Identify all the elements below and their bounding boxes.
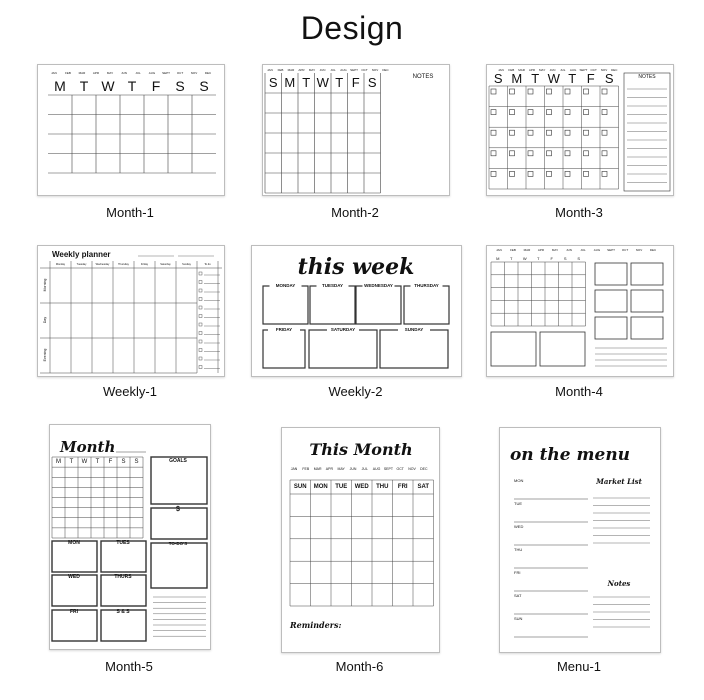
weekday-letter: M (511, 71, 523, 86)
this-week-title: this week (297, 254, 415, 280)
month-abbr: FEB (65, 71, 71, 75)
checkbox (565, 110, 570, 115)
month-title: Month (60, 438, 116, 456)
checkbox (199, 357, 202, 360)
month-abbr: AUG (148, 71, 156, 75)
weekday-letter: M (56, 459, 61, 465)
month-abbr: APR (528, 68, 535, 72)
month-abbr: APR (92, 71, 100, 75)
checkbox (528, 89, 533, 94)
month-abbr: NOV (190, 71, 198, 75)
checkbox (510, 151, 515, 156)
planner-drawing (282, 428, 439, 652)
card-month-3[interactable] (486, 64, 674, 196)
box (540, 332, 585, 366)
day-label: TUES (116, 540, 130, 546)
checkbox (491, 130, 496, 135)
month-abbr: APR (325, 467, 334, 471)
card-menu-1[interactable] (499, 427, 661, 653)
weekday-letter: W (81, 459, 88, 465)
weekly-row-label: Morning (43, 278, 47, 292)
checkbox (491, 89, 496, 94)
month-abbr: JUN (319, 68, 326, 72)
caption-menu-1: Menu-1 (556, 659, 602, 674)
weekly-row-label: Evening (43, 348, 47, 362)
box (491, 332, 536, 366)
month-abbr: AUG (569, 68, 577, 72)
weekday-letter: T (302, 75, 311, 90)
planner-drawing (500, 428, 660, 652)
day-box (404, 286, 449, 324)
month-abbr: MAY (337, 467, 345, 471)
weekday-letter: S (199, 78, 209, 94)
checkbox (565, 130, 570, 135)
month-abbr: MAR (518, 68, 525, 72)
weekday-letter: M (284, 75, 296, 90)
month-abbr: JUN (566, 248, 572, 252)
caption-month-5: Month-5 (105, 659, 153, 674)
checkbox (510, 110, 515, 115)
month-abbr: APR (537, 248, 545, 252)
checkbox (602, 130, 607, 135)
caption-weekly-2: Weekly-2 (328, 384, 383, 399)
month-abbr: JAN (498, 68, 504, 72)
weekday-letter: F (151, 78, 161, 94)
weekday-label: SUN (293, 484, 307, 490)
month-abbr: OCT (176, 71, 184, 75)
month-abbr: MAY (539, 68, 546, 72)
weekday-letter: F (586, 71, 595, 86)
weekday-label: TUE (335, 484, 348, 490)
weekday-letter: T (537, 256, 540, 261)
side-box (595, 317, 627, 339)
weekday-letter: S (604, 71, 614, 86)
month-abbr: JAN (496, 248, 502, 252)
month-abbr: SEPT (162, 71, 170, 75)
weekday-letter: F (351, 75, 360, 90)
menu-day-label: MON (514, 478, 524, 483)
menu-day-label: THU (514, 547, 523, 552)
weekly-column-label: Tuesday (76, 263, 87, 266)
day-label: THURSDAY (414, 283, 439, 288)
month-abbr: NOV (635, 248, 643, 252)
card-month-5[interactable] (49, 424, 211, 650)
checkbox (199, 349, 202, 352)
checkbox (528, 110, 533, 115)
weekday-letter: W (101, 78, 115, 94)
weekly-column-label: Friday (140, 263, 149, 266)
planner-drawing (487, 65, 673, 195)
checkbox (547, 89, 552, 94)
checkbox (602, 171, 607, 176)
month-abbr: OCT (590, 68, 597, 72)
weekday-letter: S (134, 459, 139, 465)
page-title: Design (300, 10, 404, 46)
menu-day-label: SAT (514, 593, 522, 598)
day-label: FRI (69, 609, 79, 615)
notes-label: Notes (607, 579, 631, 588)
month-abbr: SEPT (350, 68, 358, 72)
side-box (595, 290, 627, 312)
checkbox (565, 89, 570, 94)
month-abbr: JUL (330, 68, 336, 72)
todo-box (151, 543, 207, 588)
side-box (631, 263, 663, 285)
card-month-4[interactable] (486, 245, 674, 377)
weekday-letter: S (121, 459, 126, 465)
month-abbr: MAY (308, 68, 316, 72)
this-month-title: This Month (309, 440, 413, 459)
month-abbr: MAR (78, 71, 86, 75)
month-abbr: SEPT (579, 68, 588, 72)
checkbox (565, 171, 570, 176)
checkbox (547, 110, 552, 115)
weekday-letter: T (69, 459, 74, 465)
day-label: S & S (116, 609, 130, 615)
planner-drawing (263, 65, 449, 195)
checkbox (199, 289, 202, 292)
weekly-column-label: Thursday (118, 263, 129, 266)
checkbox (565, 151, 570, 156)
weekly-column-label: Sunday (182, 263, 191, 266)
month-abbr: JUL (560, 68, 566, 72)
checkbox (199, 366, 202, 369)
weekday-letter: S (268, 75, 278, 90)
weekday-letter: S (175, 78, 185, 94)
month-abbr: OCT (396, 467, 404, 471)
day-label: WED (68, 574, 80, 580)
weekday-label: THU (376, 484, 389, 490)
day-label: SUNDAY (404, 327, 424, 332)
notes-label: NOTES (638, 74, 656, 80)
month-abbr: FEB (508, 68, 515, 72)
month-abbr: SEPT (383, 467, 393, 471)
weekday-label: MON (313, 484, 328, 490)
day-label: TUESDAY (321, 283, 344, 288)
weekday-label: WED (354, 484, 369, 490)
todo-label: TO-DO'S (168, 541, 188, 546)
month-abbr: OCT (621, 248, 629, 252)
month-abbr: DEC (649, 248, 657, 252)
checkbox (491, 171, 496, 176)
caption-month-3: Month-3 (555, 205, 603, 220)
goals-box (151, 457, 207, 504)
planner-drawing (50, 425, 210, 649)
checkbox (491, 110, 496, 115)
weekday-letter: T (127, 78, 137, 94)
weekly-column-label: Wednesday (95, 263, 110, 266)
month-abbr: MAR (313, 467, 322, 471)
weekday-letter: F (550, 256, 553, 261)
caption-month-6: Month-6 (335, 659, 384, 674)
side-box (595, 263, 627, 285)
checkbox (510, 130, 515, 135)
weekday-letter: S (577, 256, 581, 261)
planner-drawing (38, 246, 224, 376)
month-abbr: JUN (121, 71, 127, 75)
card-weekly-2[interactable] (251, 245, 462, 377)
weekday-letter: S (563, 256, 567, 261)
checkbox (199, 323, 202, 326)
menu-day-label: TUE (514, 501, 522, 506)
checkbox (547, 130, 552, 135)
checkbox (199, 298, 202, 301)
weekday-label: FRI (397, 484, 408, 490)
menu-day-label: SUN (514, 616, 523, 621)
month-abbr: SEPT (607, 248, 615, 252)
checkbox (602, 151, 607, 156)
menu-day-label: FRI (514, 570, 521, 575)
weekday-letter: M (54, 78, 66, 94)
day-label: MONDAY (275, 283, 296, 288)
checkbox (199, 281, 202, 284)
weekday-letter: T (95, 459, 100, 465)
day-box (310, 286, 355, 324)
planner-drawing (38, 65, 224, 195)
planner-drawing (252, 246, 461, 376)
caption-weekly-1: Weekly-1 (103, 384, 157, 399)
month-abbr: APR (298, 68, 305, 72)
month-abbr: FEB (277, 68, 284, 72)
weekday-letter: W (547, 71, 560, 86)
checkbox (584, 89, 589, 94)
month-abbr: DEC (204, 71, 212, 75)
weekday-letter: T (79, 78, 89, 94)
checkbox (547, 171, 552, 176)
month-abbr: DEC (611, 68, 618, 72)
month-abbr: JUN (349, 467, 357, 471)
day-label: SATURDAY (330, 327, 356, 332)
caption-month-1: Month-1 (106, 205, 154, 220)
month-abbr: JUL (580, 248, 586, 252)
day-label: MON (68, 540, 80, 546)
day-label: FRIDAY (275, 327, 293, 332)
weekday-letter: T (568, 71, 577, 86)
month-abbr: MAY (106, 71, 114, 75)
month-abbr: JUL (135, 71, 141, 75)
weekly-row-label: Day (43, 316, 47, 324)
day-box (263, 286, 308, 324)
month-abbr: MAR (523, 248, 531, 252)
checkbox (602, 89, 607, 94)
weekday-letter: W (316, 75, 329, 90)
menu-day-label: WED (514, 524, 524, 529)
day-box (356, 286, 401, 324)
month-abbr: AUG (593, 248, 601, 252)
checkbox (528, 151, 533, 156)
card-month-6[interactable] (281, 427, 440, 653)
menu-title: on the menu (509, 445, 631, 465)
card-month-2[interactable] (262, 64, 450, 196)
month-abbr: JAN (51, 71, 57, 75)
month-abbr: JAN (267, 68, 273, 72)
checkbox (199, 306, 202, 309)
reminders-label: Reminders: (290, 620, 342, 630)
month-abbr: DEC (420, 467, 428, 471)
checkbox (528, 130, 533, 135)
month-abbr: MAR (287, 68, 295, 72)
month-abbr: NOV (408, 467, 416, 471)
weekday-letter: S (493, 71, 503, 86)
dollar-label: $ (176, 506, 180, 513)
notes-box (624, 73, 670, 191)
goals-label: GOALS (169, 458, 187, 464)
weekday-label: SAT (417, 484, 430, 490)
weekday-letter: S (367, 75, 377, 90)
day-label: WEDNESDAY (364, 283, 393, 288)
weekly-column-label: Monday (55, 263, 66, 266)
weekday-letter: M (496, 256, 500, 261)
month-abbr: JAN (290, 467, 298, 471)
checkbox (584, 151, 589, 156)
month-abbr: FEB (510, 248, 516, 252)
checkbox (528, 171, 533, 176)
checkbox (491, 151, 496, 156)
weekday-letter: T (531, 71, 540, 86)
side-box (631, 317, 663, 339)
month-abbr: MAY (551, 248, 559, 252)
weekday-letter: T (510, 256, 513, 261)
checkbox (584, 130, 589, 135)
checkbox (510, 171, 515, 176)
month-abbr: AUG (340, 68, 347, 72)
checkbox (199, 340, 202, 343)
checkbox (199, 272, 202, 275)
caption-month-2: Month-2 (331, 205, 379, 220)
card-month-1[interactable] (37, 64, 225, 196)
planner-drawing (487, 246, 673, 376)
checkbox (602, 110, 607, 115)
weekly-column-label: Saturday (160, 263, 171, 266)
day-box (309, 330, 377, 368)
weekday-letter: T (335, 75, 344, 90)
month-abbr: DEC (382, 68, 389, 72)
card-weekly-1[interactable] (37, 245, 225, 377)
month-abbr: JUN (549, 68, 556, 72)
caption-month-4: Month-4 (555, 384, 603, 399)
weekday-letter: F (108, 459, 113, 465)
weekly-column-label: To do (204, 263, 211, 266)
planner-title: Weekly planner (52, 250, 111, 259)
checkbox (199, 332, 202, 335)
month-abbr: NOV (371, 68, 379, 72)
checkbox (584, 171, 589, 176)
checkbox (584, 110, 589, 115)
checkbox (547, 151, 552, 156)
month-abbr: NOV (600, 68, 608, 72)
side-box (631, 290, 663, 312)
day-label: THURS (114, 574, 132, 580)
day-box (380, 330, 448, 368)
month-abbr: JUL (361, 467, 368, 471)
notes-label: NOTES (412, 74, 434, 80)
market-list-label: Market List (596, 477, 642, 486)
month-abbr: OCT (361, 68, 368, 72)
weekday-letter: W (522, 256, 527, 261)
day-box (263, 330, 305, 368)
checkbox (199, 315, 202, 318)
month-abbr: FEB (302, 467, 310, 471)
checkbox (510, 89, 515, 94)
month-abbr: AUG (372, 467, 381, 471)
